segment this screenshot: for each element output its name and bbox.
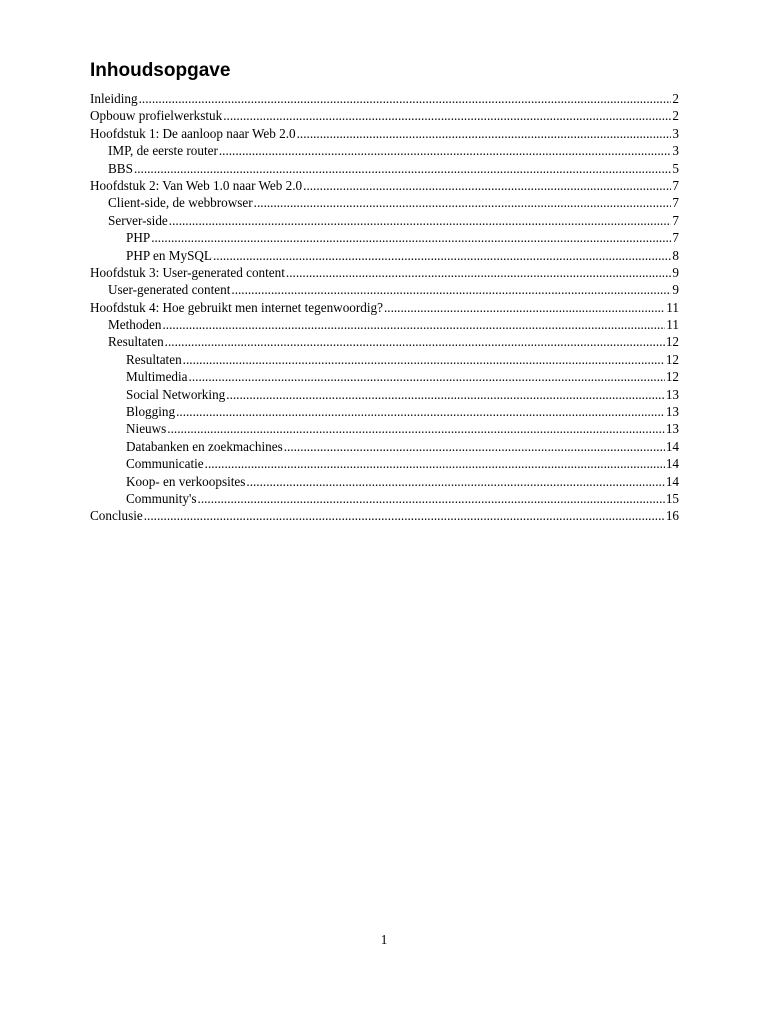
toc-entry[interactable]: [90, 281, 679, 298]
toc-entry-page: 9: [672, 282, 679, 298]
toc-dot-leader: [246, 473, 664, 490]
toc-entry-page: 8: [672, 247, 679, 263]
toc-entry-label: Hoofdstuk 4: Hoe gebruikt men internet tegenwoordig?: [90, 299, 383, 315]
toc-dot-leader: [144, 507, 665, 524]
toc-entry-label: Opbouw profielwerkstuk: [90, 108, 223, 124]
toc-entry-label: Conclusie: [90, 508, 143, 524]
toc-entry-page: 2: [672, 108, 679, 124]
toc-entry-label: PHP: [126, 230, 151, 246]
toc-entry-label: Social Networking: [126, 386, 226, 402]
toc-entry-label: Hoofdstuk 3: User-generated content: [90, 264, 285, 280]
toc-dot-leader: [213, 247, 671, 264]
toc-entry[interactable]: [90, 351, 679, 368]
toc-entry[interactable]: [90, 507, 679, 524]
toc-entry-page: 7: [672, 195, 679, 211]
toc-entry-page: 16: [665, 508, 679, 524]
toc-entry[interactable]: [90, 177, 679, 194]
toc-entry[interactable]: [90, 212, 679, 229]
toc-entry[interactable]: [90, 299, 679, 316]
toc-entry[interactable]: [90, 229, 679, 246]
toc-dot-leader: [176, 403, 665, 420]
toc-entry[interactable]: [90, 473, 679, 490]
toc-dot-leader: [284, 438, 665, 455]
toc-entry-page: 12: [665, 351, 679, 367]
toc-entry-label: Nieuws: [126, 421, 167, 437]
toc-dot-leader: [167, 420, 665, 437]
table-of-contents: [90, 90, 679, 525]
toc-entry-page: 12: [665, 334, 679, 350]
toc-entry-label: Client-side, de webbrowser: [108, 195, 253, 211]
toc-entry[interactable]: [90, 386, 679, 403]
toc-entry-label: Communicatie: [126, 456, 204, 472]
toc-entry-page: 15: [665, 490, 679, 506]
toc-entry[interactable]: [90, 420, 679, 437]
toc-entry-label: Multimedia: [126, 369, 188, 385]
toc-entry-page: 13: [665, 421, 679, 437]
toc-entry-page: 11: [666, 317, 679, 333]
toc-entry-label: Resultaten: [126, 351, 182, 367]
toc-entry-label: Hoofdstuk 2: Van Web 1.0 naar Web 2.0: [90, 177, 303, 193]
toc-entry[interactable]: [90, 368, 679, 385]
toc-dot-leader: [134, 160, 671, 177]
toc-dot-leader: [151, 229, 671, 246]
toc-entry[interactable]: [90, 264, 679, 281]
toc-entry[interactable]: [90, 333, 679, 350]
toc-entry-page: 7: [672, 230, 679, 246]
toc-dot-leader: [165, 333, 665, 350]
toc-dot-leader: [297, 125, 672, 142]
toc-dot-leader: [231, 281, 671, 298]
toc-entry[interactable]: [90, 107, 679, 124]
toc-entry-page: 5: [672, 160, 679, 176]
toc-dot-leader: [169, 212, 672, 229]
toc-entry-page: 14: [665, 438, 679, 454]
toc-entry-label: User-generated content: [108, 282, 231, 298]
toc-entry[interactable]: [90, 316, 679, 333]
toc-entry-label: Methoden: [108, 317, 162, 333]
toc-dot-leader: [303, 177, 671, 194]
toc-entry[interactable]: [90, 142, 679, 159]
toc-entry[interactable]: [90, 490, 679, 507]
page-number: 1: [380, 932, 388, 947]
toc-entry-label: Server-side: [108, 212, 168, 228]
toc-dot-leader: [226, 386, 665, 403]
toc-entry-page: 14: [665, 456, 679, 472]
toc-entry-page: 13: [665, 404, 679, 420]
toc-entry-page: 3: [672, 143, 679, 159]
toc-entry[interactable]: [90, 247, 679, 264]
toc-entry-page: 3: [672, 125, 679, 141]
toc-dot-leader: [219, 142, 672, 159]
toc-dot-leader: [198, 490, 665, 507]
toc-entry-page: 11: [666, 299, 679, 315]
toc-entry-label: Koop- en verkoopsites: [126, 473, 246, 489]
toc-entry-label: Community's: [126, 490, 197, 506]
toc-entry[interactable]: [90, 403, 679, 420]
toc-entry[interactable]: [90, 438, 679, 455]
toc-entry-page: 7: [672, 177, 679, 193]
toc-entry[interactable]: [90, 90, 679, 107]
toc-entry-page: 14: [665, 473, 679, 489]
toc-entry[interactable]: [90, 194, 679, 211]
toc-dot-leader: [189, 368, 665, 385]
toc-entry-label: Resultaten: [108, 334, 164, 350]
toc-entry-label: BBS: [108, 160, 133, 176]
toc-dot-leader: [139, 90, 672, 107]
toc-entry[interactable]: [90, 455, 679, 472]
toc-entry-label: Hoofdstuk 1: De aanloop naar Web 2.0: [90, 125, 296, 141]
toc-dot-leader: [162, 316, 665, 333]
toc-entry-label: IMP, de eerste router: [108, 143, 218, 159]
toc-entry-label: Databanken en zoekmachines: [126, 438, 283, 454]
toc-entry-page: 12: [665, 369, 679, 385]
toc-entry-page: 13: [665, 386, 679, 402]
toc-heading: Inhoudsopgave: [90, 60, 231, 81]
toc-entry-label: Inleiding: [90, 91, 138, 106]
toc-entry-page: 7: [672, 212, 679, 228]
toc-dot-leader: [254, 194, 672, 211]
toc-dot-leader: [286, 264, 671, 281]
toc-dot-leader: [384, 299, 665, 316]
toc-entry-label: PHP en MySQL: [126, 247, 212, 263]
toc-dot-leader: [183, 351, 665, 368]
toc-dot-leader: [223, 107, 671, 124]
toc-entry-page: 9: [672, 264, 679, 280]
toc-entry-page: 2: [672, 91, 679, 106]
toc-entry[interactable]: [90, 125, 679, 142]
toc-entry-label: Blogging: [126, 404, 176, 420]
toc-dot-leader: [205, 455, 665, 472]
toc-entry[interactable]: [90, 160, 679, 177]
